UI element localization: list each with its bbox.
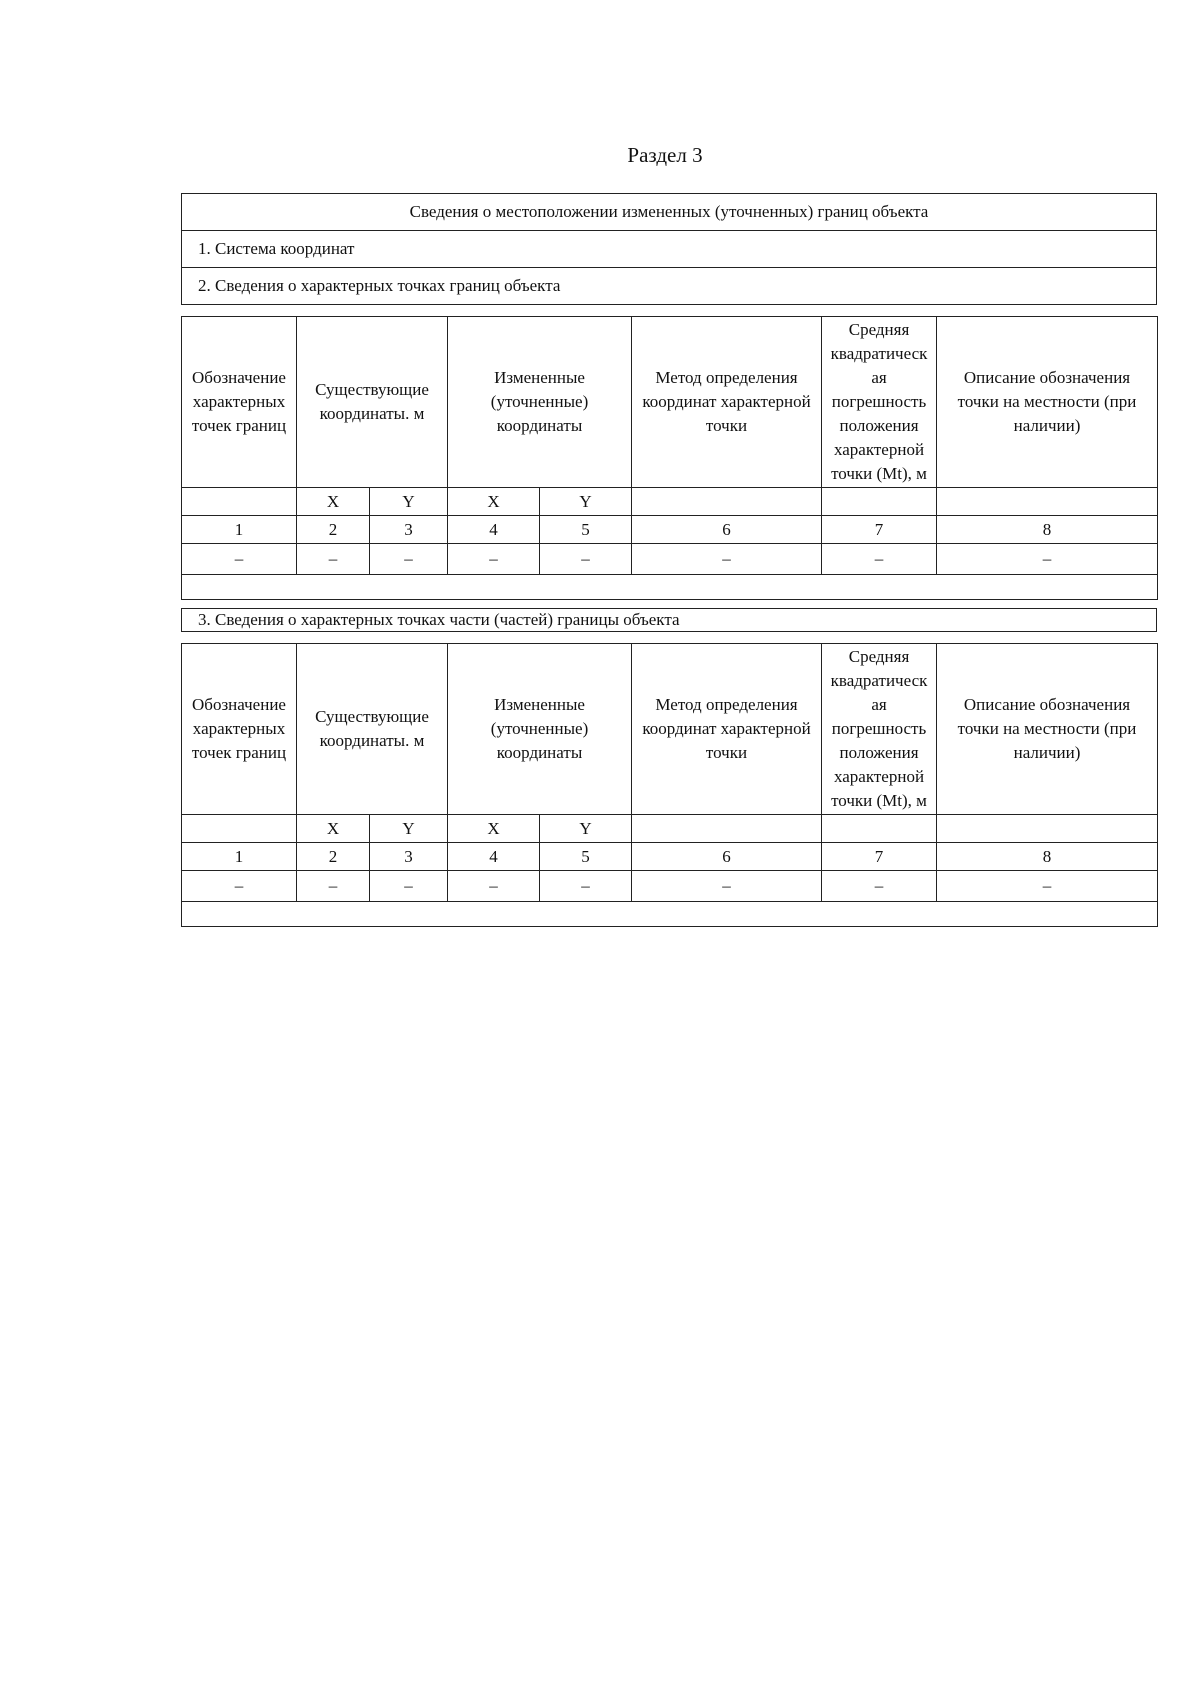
col-description: Описание обозначения точки на местности (при наличии) (937, 317, 1158, 488)
empty-value: – (297, 544, 370, 575)
empty-value: – (448, 871, 540, 902)
empty-value: – (540, 544, 632, 575)
empty-value: – (540, 871, 632, 902)
col-changed-coordinates: Измененные (уточненные) координаты (448, 644, 632, 815)
table-footer-row (182, 575, 1158, 600)
column-number: 8 (937, 843, 1158, 871)
column-number: 8 (937, 516, 1158, 544)
y-label: Y (540, 815, 632, 843)
column-number: 2 (297, 843, 370, 871)
empty-value: – (182, 544, 297, 575)
x-label: X (448, 815, 540, 843)
column-number: 4 (448, 516, 540, 544)
empty-value: – (297, 871, 370, 902)
x-label: X (297, 488, 370, 516)
col-point-designation: Обозначение характерных точек границ (182, 644, 297, 815)
column-number: 7 (822, 516, 937, 544)
column-number: 5 (540, 516, 632, 544)
col-mean-error: Средняя квадратическ ая погрешность положения характерной точки (Mt), м (822, 317, 937, 488)
column-number: 6 (632, 843, 822, 871)
page-title: Раздел 3 (627, 143, 703, 167)
column-number: 1 (182, 843, 297, 871)
part-boundary-points-label: 3. Сведения о характерных точках части (частей) границы объекта (182, 609, 1157, 632)
empty-value: – (822, 544, 937, 575)
column-number: 1 (182, 516, 297, 544)
empty-value: – (182, 871, 297, 902)
column-number: 3 (370, 843, 448, 871)
y-label: Y (370, 488, 448, 516)
col-method: Метод определения координат характерной точки (632, 644, 822, 815)
empty-value: – (448, 544, 540, 575)
empty-value: – (370, 544, 448, 575)
col-description: Описание обозначения точки на местности (при наличии) (937, 644, 1158, 815)
column-number: 4 (448, 843, 540, 871)
col-existing-coordinates: Существующие координаты. м (297, 644, 448, 815)
section3-heading-box (181, 608, 1157, 632)
table-footer-row (182, 902, 1158, 927)
col-changed-coordinates: Измененные (уточненные) координаты (448, 317, 632, 488)
empty-value: – (937, 544, 1158, 575)
boundary-points-table (181, 316, 1158, 600)
col-point-designation: Обозначение характерных точек границ (182, 317, 297, 488)
x-label: X (297, 815, 370, 843)
column-number: 7 (822, 843, 937, 871)
coordinate-system-label: 1. Система координат (182, 231, 1157, 268)
empty-value: – (937, 871, 1158, 902)
col-method: Метод определения координат характерной точки (632, 317, 822, 488)
column-number: 6 (632, 516, 822, 544)
x-label: X (448, 488, 540, 516)
object-boundary-info (181, 193, 1157, 305)
part-boundary-points-table (181, 643, 1158, 927)
column-number: 3 (370, 516, 448, 544)
empty-value: – (822, 871, 937, 902)
col-mean-error: Средняя квадратическ ая погрешность положения характерной точки (Mt), м (822, 644, 937, 815)
column-number: 2 (297, 516, 370, 544)
y-label: Y (370, 815, 448, 843)
empty-value: – (632, 871, 822, 902)
col-existing-coordinates: Существующие координаты. м (297, 317, 448, 488)
empty-value: – (632, 544, 822, 575)
boundary-points-label: 2. Сведения о характерных точках границ объекта (182, 268, 1157, 305)
boundary-heading: Сведения о местоположении измененных (уточненных) границ объекта (182, 194, 1157, 231)
empty-value: – (370, 871, 448, 902)
y-label: Y (540, 488, 632, 516)
column-number: 5 (540, 843, 632, 871)
